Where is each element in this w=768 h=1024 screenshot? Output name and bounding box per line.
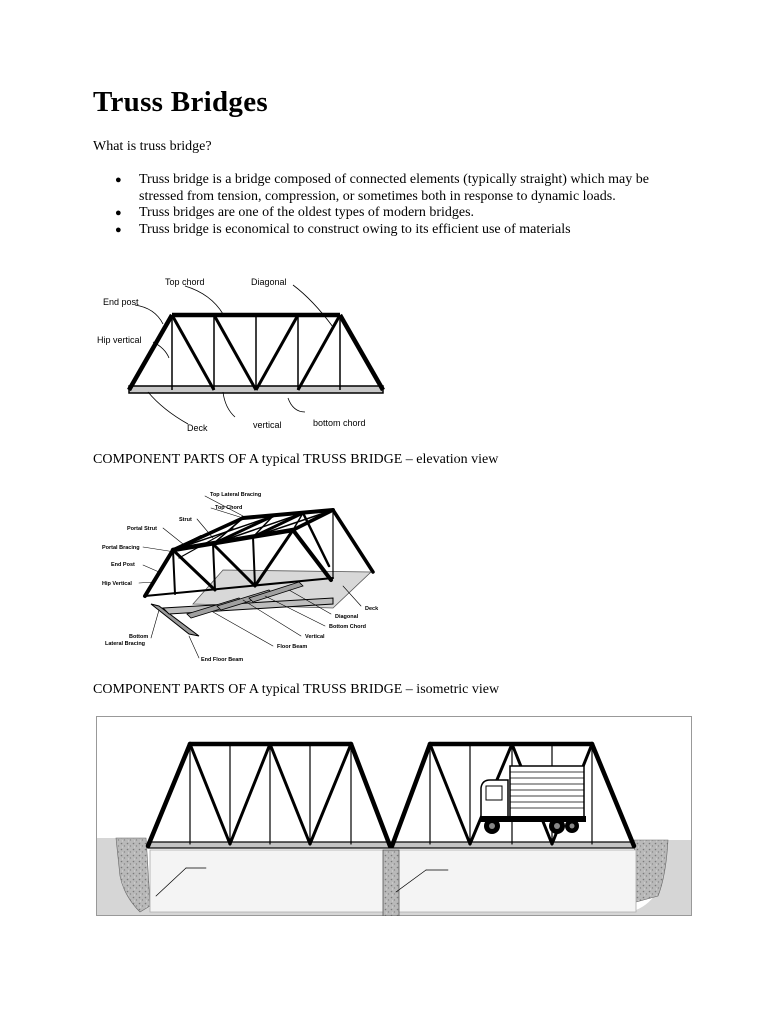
bullet-text: Truss bridges are one of the oldest types of modern bridges. [139, 205, 475, 220]
label-bottom-lateral-bracing-2: Lateral Bracing [105, 641, 146, 647]
list-item [93, 172, 693, 205]
label-top-lateral-bracing: Top Lateral Bracing [210, 492, 262, 498]
label-deck: Deck [187, 423, 208, 433]
label-deck-iso: Deck [365, 606, 379, 612]
bullet-icon: ● [115, 174, 122, 186]
caption-isometric: COMPONENT PARTS OF A typical TRUSS BRIDGE – isometric view [93, 682, 500, 697]
label-portal-strut: Portal Strut [127, 526, 157, 532]
label-top-chord: Top chord [165, 277, 205, 287]
label-vertical: vertical [253, 420, 282, 430]
label-strut: Strut [179, 517, 192, 523]
label-bottom-chord-iso: Bottom Chord [329, 624, 366, 630]
label-end-floor-beam: End Floor Beam [201, 657, 244, 663]
label-top-chord-iso: Top Chord [215, 505, 243, 511]
label-bottom-chord: bottom chord [313, 418, 366, 428]
bullet-text: Truss bridge is economical to construct owing to its efficient use of materials [139, 221, 571, 237]
intro-question: What is truss bridge? [93, 139, 212, 154]
label-diagonal: Diagonal [251, 277, 287, 287]
label-floor-beam: Floor Beam [277, 644, 308, 650]
label-bottom-lateral-bracing-1: Bottom [129, 634, 149, 640]
two-span-bridge-illustration [96, 716, 692, 916]
label-vertical-iso: Vertical [305, 634, 325, 640]
elevation-view-diagram [93, 272, 393, 440]
label-end-post-iso: End Post [111, 562, 135, 568]
bullet-icon: ● [115, 207, 122, 219]
center-pier [383, 850, 399, 916]
label-portal-bracing: Portal Bracing [102, 545, 140, 551]
bullet-text: Truss bridge is a bridge composed of connected elements (typically straight) which may be stressed from tension, compression, or sometimes both in response to dynamic loads. [139, 172, 649, 204]
page-title: Truss Bridges [93, 86, 268, 118]
isometric-view-diagram [93, 486, 385, 666]
label-end-post: End post [103, 297, 139, 307]
list-item [93, 222, 693, 239]
label-hip-vertical: Hip vertical [97, 335, 142, 345]
bullet-list [93, 172, 693, 238]
label-hip-vertical-iso: Hip Vertical [102, 581, 132, 587]
bullet-icon: ● [115, 223, 122, 236]
end-post-right [340, 315, 383, 390]
caption-elevation: COMPONENT PARTS OF A typical TRUSS BRIDGE – elevation view [93, 452, 499, 467]
label-diagonal-iso: Diagonal [335, 614, 359, 620]
list-item [93, 205, 693, 222]
